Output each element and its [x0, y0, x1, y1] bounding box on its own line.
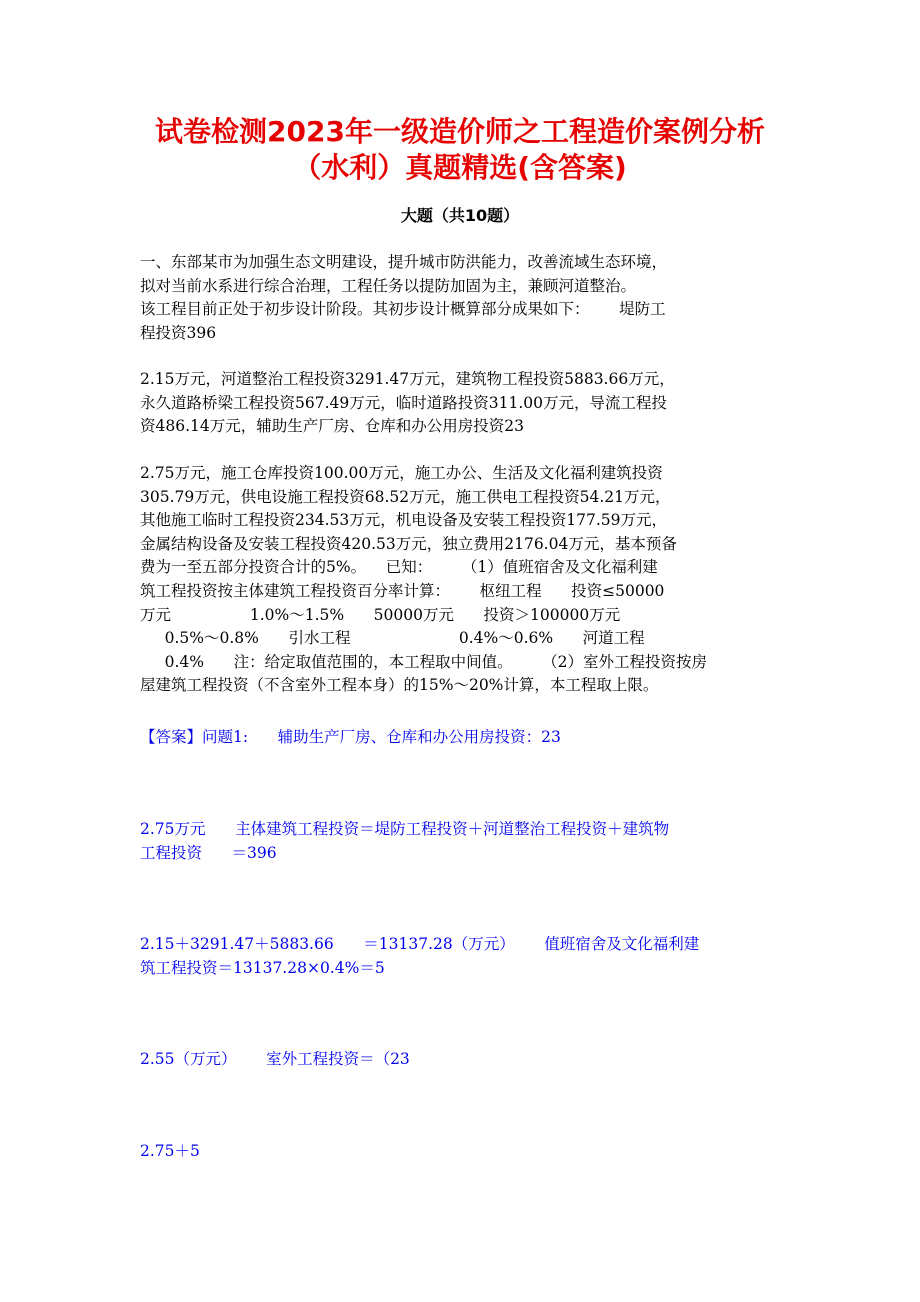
text-line: 金属结构设备及安装工程投资420.53万元，独立费用2176.04万元，基本预备 [140, 534, 677, 553]
answer-text-line: 2.75＋5 [140, 1142, 200, 1160]
text-line: 费为一至五部分投资合计的5%。 已知： （1）值班宿舍及文化福利建 [140, 558, 658, 577]
text-line: 2.15万元，河道整治工程投资3291.47万元，建筑物工程投资5883.66万元， [140, 370, 675, 388]
text-line: 永久道路桥梁工程投资567.49万元，临时道路投资311.00万元，导流工程投 [140, 393, 667, 412]
answer-text-line: 筑工程投资＝13137.28×0.4%＝5 [140, 958, 385, 977]
section-heading: 大题（共10题） [400, 206, 520, 225]
answer-text-line: 2.15＋3291.47＋5883.66 ＝13137.28（万元） 值班宿舍及文化福利建 [140, 935, 700, 953]
text-line: 万元 1.0%～1.5% 50000万元 投资＞100000万元 [140, 605, 621, 624]
text-line: 筑工程投资按主体建筑工程投资百分率计算： 枢纽工程 投资≤50000 [140, 581, 665, 600]
answer-text-line: 【答案】问题1: 辅助生产厂房、仓库和办公用房投资：23 [140, 728, 561, 746]
question-paragraph-2 [140, 368, 780, 439]
answer-block-3 [140, 933, 780, 980]
answer-text-line: 2.75万元 主体建筑工程投资＝堤防工程投资＋河道整治工程投资＋建筑物 [140, 820, 670, 838]
question-paragraph-1 [140, 251, 780, 345]
text-line: 其他施工临时工程投资234.53万元，机电设备及安装工程投资177.59万元， [140, 511, 667, 530]
document-title-line1: 试卷检测2023年一级造价师之工程造价案例分析 [155, 115, 765, 148]
answer-line-1 [140, 726, 780, 750]
text-line: 一、东部某市为加强生态文明建设，提升城市防洪能力，改善流域生态环境， [140, 253, 668, 271]
question-paragraph-3 [140, 462, 780, 698]
text-line: 305.79万元，供电设施工程投资68.52万元，施工供电工程投资54.21万元， [140, 487, 671, 506]
text-line: 该工程目前正处于初步设计阶段。其初步设计概算部分成果如下： 堤防工 [140, 300, 666, 319]
text-line: 0.5%～0.8% 引水工程 0.4%～0.6% 河道工程 [140, 629, 645, 648]
text-line: 程投资396 [140, 323, 217, 342]
text-line: 资486.14万元，辅助生产厂房、仓库和办公用房投资23 [140, 417, 524, 436]
text-line: 0.4% 注：给定取值范围的，本工程取中间值。 （2）室外工程投资按房 [140, 652, 708, 671]
answer-block-4 [140, 1048, 780, 1072]
answer-block-2 [140, 818, 780, 865]
text-line: 2.75万元，施工仓库投资100.00万元，施工办公、生活及文化福利建筑投资 [140, 464, 663, 482]
text-line: 拟对当前水系进行综合治理，工程任务以提防加固为主，兼顾河道整治。 [140, 276, 637, 295]
answer-text-line: 2.55（万元） 室外工程投资＝（23 [140, 1050, 410, 1068]
answer-block-5 [140, 1140, 780, 1164]
answer-text-line: 工程投资 ＝396 [140, 843, 277, 862]
text-line: 屋建筑工程投资（不含室外工程本身）的15%～20%计算，本工程取上限。 [140, 676, 659, 695]
document-title-line2: （水利）真题精选(含答案) [293, 151, 627, 184]
